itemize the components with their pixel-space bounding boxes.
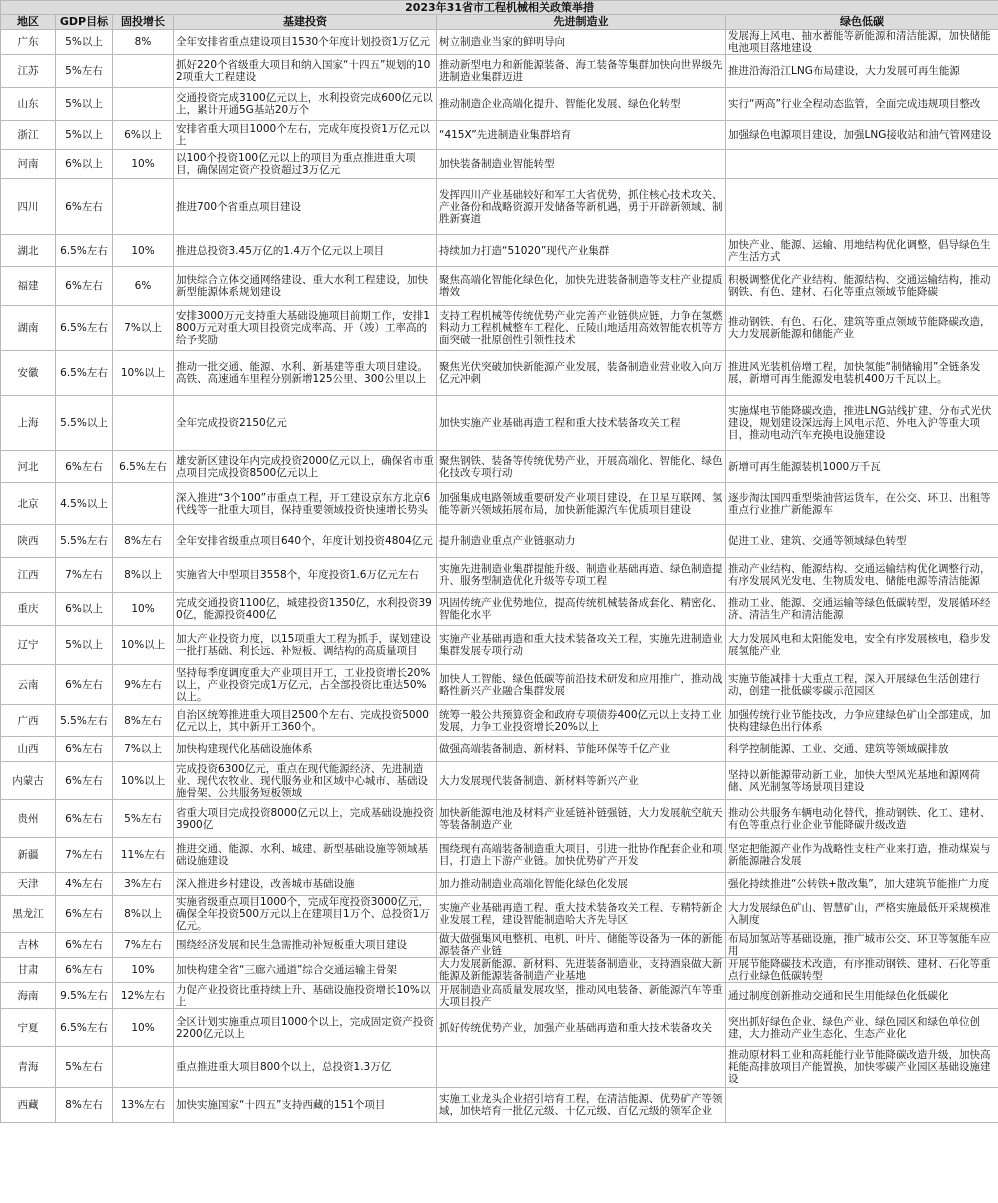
table-row bbox=[1, 396, 998, 451]
fixed-investment-cell: 6%以上 bbox=[113, 121, 174, 150]
table-row bbox=[1, 958, 998, 983]
infrastructure-cell: 围绕经济发展和民生急需推动补短板重大项目建设 bbox=[174, 933, 437, 958]
region-cell: 宁夏 bbox=[1, 1009, 56, 1047]
green-cell bbox=[726, 150, 998, 179]
region-cell: 湖南 bbox=[1, 306, 56, 351]
green-cell: 积极调整优化产业结构、能源结构、交通运输结构，推动钢铁、有色、建材、石化等重点领域节能降碳 bbox=[726, 267, 998, 306]
manufacturing-cell: 巩固传统产业优势地位，提高传统机械装备成套化、精密化、智能化水平 bbox=[437, 593, 726, 626]
gdp-target-cell: 8%左右 bbox=[56, 1088, 113, 1123]
infrastructure-cell: 加快构建现代化基础设施体系 bbox=[174, 737, 437, 762]
infrastructure-cell: 加快综合立体交通网络建设、重大水利工程建设，加快新型能源体系规划建设 bbox=[174, 267, 437, 306]
table-row bbox=[1, 451, 998, 483]
manufacturing-cell: 推动制造企业高端化提升、智能化发展、绿色化转型 bbox=[437, 88, 726, 121]
infrastructure-cell: 坚持每季度调度重大产业项目开工，工业投资增长20%以上，产业投资完成1万亿元，占全部投资比重达50%以上。 bbox=[174, 665, 437, 705]
gdp-target-cell: 6%左右 bbox=[56, 737, 113, 762]
region-cell: 上海 bbox=[1, 396, 56, 451]
manufacturing-cell: 加快新能源电池及材料产业延链补链强链，大力发展航空航天等装备制造产业 bbox=[437, 800, 726, 838]
manufacturing-cell: 加快装备制造业智能转型 bbox=[437, 150, 726, 179]
gdp-target-cell: 6%左右 bbox=[56, 179, 113, 235]
region-cell: 吉林 bbox=[1, 933, 56, 958]
infrastructure-cell: 力促产业投资比重持续上升、基础设施投资增长10%以上 bbox=[174, 983, 437, 1009]
fixed-investment-cell: 10%以上 bbox=[113, 351, 174, 396]
fixed-investment-cell bbox=[113, 396, 174, 451]
infrastructure-cell: 自治区统筹推进重大项目2500个左右、完成投资5000亿元以上，其中新开工360个。 bbox=[174, 705, 437, 737]
region-cell: 福建 bbox=[1, 267, 56, 306]
region-cell: 海南 bbox=[1, 983, 56, 1009]
region-cell: 陕西 bbox=[1, 525, 56, 558]
infrastructure-cell: 以100个投资100亿元以上的项目为重点推进重大项目，确保固定资产投资超过3万亿元 bbox=[174, 150, 437, 179]
gdp-target-cell: 6%左右 bbox=[56, 933, 113, 958]
gdp-target-cell: 6.5%左右 bbox=[56, 351, 113, 396]
green-cell: 加强传统行业节能技改，力争应建绿色矿山全部建成，加快构建绿色出行体系 bbox=[726, 705, 998, 737]
infrastructure-cell: 推动一批交通、能源、水利、新基建等重大项目建设。高铁、高速通车里程分别新增125公里、300公里以上 bbox=[174, 351, 437, 396]
table-row bbox=[1, 483, 998, 525]
manufacturing-cell: 聚焦高端化智能化绿色化，加快先进装备制造等支柱产业提质增效 bbox=[437, 267, 726, 306]
gdp-target-cell: 5%以上 bbox=[56, 88, 113, 121]
fixed-investment-cell: 11%左右 bbox=[113, 838, 174, 873]
gdp-target-cell: 6%左右 bbox=[56, 958, 113, 983]
region-cell: 山西 bbox=[1, 737, 56, 762]
green-cell: 推进沿海沿江LNG布局建设，大力发展可再生能源 bbox=[726, 55, 998, 88]
fixed-investment-cell: 13%左右 bbox=[113, 1088, 174, 1123]
gdp-target-cell: 5.5%左右 bbox=[56, 705, 113, 737]
gdp-target-cell: 5%以上 bbox=[56, 121, 113, 150]
manufacturing-cell: 加快实施产业基础再造工程和重大技术装备攻关工程 bbox=[437, 396, 726, 451]
table-row bbox=[1, 1047, 998, 1088]
infrastructure-cell: 雄安新区建设年内完成投资2000亿元以上，确保省市重点项目完成投资8500亿元以上 bbox=[174, 451, 437, 483]
infrastructure-cell: 交通投资完成3100亿元以上，水利投资完成600亿元以上，累计开通5G基站20万个 bbox=[174, 88, 437, 121]
manufacturing-cell: 抓好传统优势产业，加强产业基础再造和重大技术装备攻关 bbox=[437, 1009, 726, 1047]
table-row bbox=[1, 983, 998, 1009]
table-row bbox=[1, 267, 998, 306]
infrastructure-cell: 推进交通、能源、水利、城建、新型基础设施等领域基础设施建设 bbox=[174, 838, 437, 873]
fixed-investment-cell: 7%以上 bbox=[113, 306, 174, 351]
gdp-target-cell: 5.5%左右 bbox=[56, 525, 113, 558]
green-cell: 推动工业、能源、交通运输等绿色低碳转型，发展循环经济、清洁生产和清洁能源 bbox=[726, 593, 998, 626]
table-row bbox=[1, 351, 998, 396]
table-row bbox=[1, 525, 998, 558]
region-cell: 山东 bbox=[1, 88, 56, 121]
manufacturing-cell: 加快人工智能、绿色低碳等前沿技术研发和应用推广，推动战略性新兴产业融合集群发展 bbox=[437, 665, 726, 705]
region-cell: 重庆 bbox=[1, 593, 56, 626]
fixed-investment-cell bbox=[113, 55, 174, 88]
region-cell: 广东 bbox=[1, 30, 56, 55]
fixed-investment-cell: 10%以上 bbox=[113, 762, 174, 800]
green-cell: 推动钢铁、有色、石化、建筑等重点领域节能降碳改造，大力发展新能源和储能产业 bbox=[726, 306, 998, 351]
fixed-investment-cell: 5%左右 bbox=[113, 800, 174, 838]
table-row bbox=[1, 873, 998, 896]
manufacturing-cell: 做大做强集风电整机、电机、叶片、储能等设备为一体的新能源装备产业链 bbox=[437, 933, 726, 958]
infrastructure-cell: 安排3000万元支持重大基础设施项目前期工作，安排1800万元对重大项目投资完成率高、开（竣）工率高的给予奖励 bbox=[174, 306, 437, 351]
manufacturing-cell: 提升制造业重点产业链驱动力 bbox=[437, 525, 726, 558]
gdp-target-cell: 5%以上 bbox=[56, 626, 113, 665]
manufacturing-cell: 实施产业基础再造工程、重大技术装备攻关工程、专精特新企业发展工程，建设智能制造哈大齐先导区 bbox=[437, 896, 726, 933]
green-cell: 加强绿色电源项目建设，加强LNG接收站和油气管网建设 bbox=[726, 121, 998, 150]
fixed-investment-cell: 10% bbox=[113, 958, 174, 983]
infrastructure-cell: 省重大项目完成投资8000亿元以上，完成基础设施投资3900亿 bbox=[174, 800, 437, 838]
infrastructure-cell: 实施省级重点项目1000个，完成年度投资3000亿元，确保全年投资500万元以上在建项目1万个、总投资1万亿元。 bbox=[174, 896, 437, 933]
gdp-target-cell: 7%左右 bbox=[56, 558, 113, 593]
gdp-target-cell: 6%左右 bbox=[56, 800, 113, 838]
green-cell: 实行“两高”行业全程动态监管，全面完成违规项目整改 bbox=[726, 88, 998, 121]
infrastructure-cell: 加快实施国家“十四五”支持西藏的151个项目 bbox=[174, 1088, 437, 1123]
fixed-investment-cell: 8%以上 bbox=[113, 896, 174, 933]
table-row bbox=[1, 306, 998, 351]
manufacturing-cell: 发挥四川产业基础较好和军工大省优势，抓住核心技术攻关、产业备份和战略资源开发储备等新机遇，勇于开辟新领域、制胜新赛道 bbox=[437, 179, 726, 235]
green-cell: 坚定把能源产业作为战略性支柱产业来打造，推动煤炭与新能源融合发展 bbox=[726, 838, 998, 873]
region-cell: 新疆 bbox=[1, 838, 56, 873]
infrastructure-cell: 推进700个省重点项目建设 bbox=[174, 179, 437, 235]
infrastructure-cell: 推进总投资3.45万亿的1.4万个亿元以上项目 bbox=[174, 235, 437, 267]
region-cell: 浙江 bbox=[1, 121, 56, 150]
table-row bbox=[1, 838, 998, 873]
green-cell: 实施节能减排十大重点工程，深入开展绿色生活创建行动，创建一批低碳零碳示范园区 bbox=[726, 665, 998, 705]
gdp-target-cell: 9.5%左右 bbox=[56, 983, 113, 1009]
fixed-investment-cell: 10% bbox=[113, 593, 174, 626]
gdp-target-cell: 6%左右 bbox=[56, 267, 113, 306]
green-cell bbox=[726, 1088, 998, 1123]
green-cell: 推动原材料工业和高耗能行业节能降碳改造升级，加快高耗能高排放项目产能置换，加快零碳产业园区基础设施建设 bbox=[726, 1047, 998, 1088]
table-row bbox=[1, 800, 998, 838]
green-cell: 通过制度创新推动交通和民生用能绿色化低碳化 bbox=[726, 983, 998, 1009]
infrastructure-cell: 实施省大中型项目3558个，年度投资1.6万亿元左右 bbox=[174, 558, 437, 593]
region-cell: 江西 bbox=[1, 558, 56, 593]
green-cell bbox=[726, 179, 998, 235]
region-cell: 西藏 bbox=[1, 1088, 56, 1123]
manufacturing-cell: 聚焦光伏突破加快新能源产业发展，装备制造业营业收入向万亿元冲刺 bbox=[437, 351, 726, 396]
region-cell: 辽宁 bbox=[1, 626, 56, 665]
table-row bbox=[1, 235, 998, 267]
header-region: 地区 bbox=[1, 15, 56, 30]
table-row bbox=[1, 55, 998, 88]
region-cell: 内蒙古 bbox=[1, 762, 56, 800]
region-cell: 湖北 bbox=[1, 235, 56, 267]
gdp-target-cell: 6.5%左右 bbox=[56, 235, 113, 267]
gdp-target-cell: 6.5%左右 bbox=[56, 1009, 113, 1047]
gdp-target-cell: 6.5%左右 bbox=[56, 306, 113, 351]
gdp-target-cell: 4.5%以上 bbox=[56, 483, 113, 525]
region-cell: 甘肃 bbox=[1, 958, 56, 983]
table-row bbox=[1, 705, 998, 737]
fixed-investment-cell: 8%以上 bbox=[113, 558, 174, 593]
manufacturing-cell: 开展制造业高质量发展攻坚，推动风电装备、新能源汽车等重大项目投产 bbox=[437, 983, 726, 1009]
region-cell: 黑龙江 bbox=[1, 896, 56, 933]
gdp-target-cell: 6%左右 bbox=[56, 665, 113, 705]
manufacturing-cell: 做强高端装备制造、新材料、节能环保等千亿产业 bbox=[437, 737, 726, 762]
fixed-investment-cell: 12%左右 bbox=[113, 983, 174, 1009]
fixed-investment-cell bbox=[113, 1047, 174, 1088]
table-row bbox=[1, 30, 998, 55]
green-cell: 突出抓好绿色企业、绿色产业、绿色园区和绿色单位创建，大力推动产业生态化、生态产业化 bbox=[726, 1009, 998, 1047]
region-cell: 广西 bbox=[1, 705, 56, 737]
green-cell: 强化持续推进“公转铁+散改集”，加大建筑节能推广力度 bbox=[726, 873, 998, 896]
green-cell: 坚持以新能源带动新工业，加快大型风光基地和源网荷储、风光制氢等场景项目建设 bbox=[726, 762, 998, 800]
infrastructure-cell: 抓好220个省级重大项目和纳入国家“十四五”规划的102项重大工程建设 bbox=[174, 55, 437, 88]
green-cell: 发展海上风电、抽水蓄能等新能源和清洁能源，加快储能电池项目落地建设 bbox=[726, 30, 998, 55]
green-cell: 大力发展绿色矿山、智慧矿山，严格实施最低开采规模准入制度 bbox=[726, 896, 998, 933]
manufacturing-cell: 实施产业基础再造和重大技术装备攻关工程，实施先进制造业集群发展专项行动 bbox=[437, 626, 726, 665]
table-row bbox=[1, 1009, 998, 1047]
gdp-target-cell: 5%左右 bbox=[56, 55, 113, 88]
table-row bbox=[1, 593, 998, 626]
manufacturing-cell: 加力推动制造业高端化智能化绿色化发展 bbox=[437, 873, 726, 896]
manufacturing-cell: 聚焦钢铁、装备等传统优势产业，开展高端化、智能化、绿色化技改专项行动 bbox=[437, 451, 726, 483]
gdp-target-cell: 5.5%以上 bbox=[56, 396, 113, 451]
gdp-target-cell: 6%左右 bbox=[56, 896, 113, 933]
region-cell: 天津 bbox=[1, 873, 56, 896]
region-cell: 贵州 bbox=[1, 800, 56, 838]
region-cell: 河南 bbox=[1, 150, 56, 179]
fixed-investment-cell: 10% bbox=[113, 1009, 174, 1047]
green-cell: 逐步淘汰国四重型柴油营运货车，在公交、环卫、出租等重点行业推广新能源车 bbox=[726, 483, 998, 525]
gdp-target-cell: 7%左右 bbox=[56, 838, 113, 873]
fixed-investment-cell: 7%左右 bbox=[113, 933, 174, 958]
manufacturing-cell: 大力发展新能源、新材料、先进装备制造业，支持酒泉做大新能源及新能源装备制造产业基地 bbox=[437, 958, 726, 983]
table-title: 2023年31省市工程机械相关政策举措 bbox=[1, 1, 998, 15]
table-row bbox=[1, 762, 998, 800]
manufacturing-cell bbox=[437, 1047, 726, 1088]
infrastructure-cell: 全区计划实施重点项目1000个以上，完成固定资产投资2200亿元以上 bbox=[174, 1009, 437, 1047]
region-cell: 青海 bbox=[1, 1047, 56, 1088]
green-cell: 大力发展风电和太阳能发电，安全有序发展核电，稳步发展氢能产业 bbox=[726, 626, 998, 665]
manufacturing-cell: 统筹一般公共预算资金和政府专项债券400亿元以上支持工业发展，力争工业投资增长20%以上 bbox=[437, 705, 726, 737]
green-cell: 实施煤电节能降碳改造，推进LNG站线扩建、分布式光伏建设，规划建设深远海上风电示范、外电入沪等重大项目，推动电动汽车充换电设施建设 bbox=[726, 396, 998, 451]
region-cell: 四川 bbox=[1, 179, 56, 235]
table-row bbox=[1, 626, 998, 665]
green-cell: 推进风光装机倍增工程，加快氢能“制储输用”全链条发展，新增可再生能源发电装机400万千瓦以上。 bbox=[726, 351, 998, 396]
table-row bbox=[1, 933, 998, 958]
manufacturing-cell: 大力发展现代装备制造、新材料等新兴产业 bbox=[437, 762, 726, 800]
manufacturing-cell: “415X”先进制造业集群培育 bbox=[437, 121, 726, 150]
green-cell: 开展节能降碳技术改造，有序推动钢铁、建材、石化等重点行业绿色低碳转型 bbox=[726, 958, 998, 983]
fixed-investment-cell: 7%以上 bbox=[113, 737, 174, 762]
manufacturing-cell: 加强集成电路领域重要研发产业项目建设，在卫星互联网、氢能等新兴领域拓展布局，加快新能源汽车优质项目建设 bbox=[437, 483, 726, 525]
fixed-investment-cell: 8% bbox=[113, 30, 174, 55]
gdp-target-cell: 4%左右 bbox=[56, 873, 113, 896]
region-cell: 云南 bbox=[1, 665, 56, 705]
fixed-investment-cell: 6.5%左右 bbox=[113, 451, 174, 483]
manufacturing-cell: 支持工程机械等传统优势产业完善产业链供应链，力争在氢燃料动力工程机械整车工程化、丘陵山地适用高效智能农机等方面突破一批原创性引领性技术 bbox=[437, 306, 726, 351]
table-row bbox=[1, 737, 998, 762]
infrastructure-cell: 完成投资6300亿元，重点在现代能源经济、先进制造业、现代农牧业、现代服务业和区域中心城市、基础设施骨架、公共服务短板领域 bbox=[174, 762, 437, 800]
header-gdp: GDP目标 bbox=[56, 15, 113, 30]
fixed-investment-cell: 3%左右 bbox=[113, 873, 174, 896]
gdp-target-cell: 6%以上 bbox=[56, 593, 113, 626]
fixed-investment-cell bbox=[113, 179, 174, 235]
table-row bbox=[1, 896, 998, 933]
infrastructure-cell: 安排省重大项目1000个左右，完成年度投资1万亿元以上 bbox=[174, 121, 437, 150]
table-row bbox=[1, 558, 998, 593]
gdp-target-cell: 6%左右 bbox=[56, 451, 113, 483]
region-cell: 安徽 bbox=[1, 351, 56, 396]
table-row bbox=[1, 179, 998, 235]
green-cell: 推动公共服务车辆电动化替代，推动钢铁、化工、建材、有色等重点行业企业节能降碳升级改造 bbox=[726, 800, 998, 838]
fixed-investment-cell: 9%左右 bbox=[113, 665, 174, 705]
gdp-target-cell: 5%左右 bbox=[56, 1047, 113, 1088]
table-row bbox=[1, 150, 998, 179]
fixed-investment-cell: 8%左右 bbox=[113, 705, 174, 737]
table-row bbox=[1, 121, 998, 150]
table-row bbox=[1, 1088, 998, 1123]
infrastructure-cell: 全年安排省重点建设项目1530个年度计划投资1万亿元 bbox=[174, 30, 437, 55]
gdp-target-cell: 5%以上 bbox=[56, 30, 113, 55]
manufacturing-cell: 实施先进制造业集群提能升级、制造业基础再造、绿色制造提升、服务型制造优化升级等专项工程 bbox=[437, 558, 726, 593]
green-cell: 布局加氢站等基础设施，推广城市公交、环卫等氢能车应用 bbox=[726, 933, 998, 958]
fixed-investment-cell bbox=[113, 483, 174, 525]
manufacturing-cell: 实施工业龙头企业招引培育工程，在清洁能源、优势矿产等领域，加快培育一批亿元级、十亿元级、百亿元级的领军企业 bbox=[437, 1088, 726, 1123]
manufacturing-cell: 围绕现有高端装备制造重大项目，引进一批协作配套企业和项目，打造上下游产业链。加快优势矿产开发 bbox=[437, 838, 726, 873]
infrastructure-cell: 重点推进重大项目800个以上，总投资1.3万亿 bbox=[174, 1047, 437, 1088]
manufacturing-cell: 树立制造业当家的鲜明导向 bbox=[437, 30, 726, 55]
header-infrastructure: 基建投资 bbox=[174, 15, 437, 30]
infrastructure-cell: 全年完成投资2150亿元 bbox=[174, 396, 437, 451]
green-cell: 促进工业、建筑、交通等领域绿色转型 bbox=[726, 525, 998, 558]
manufacturing-cell: 持续加力打造“51020”现代产业集群 bbox=[437, 235, 726, 267]
fixed-investment-cell bbox=[113, 88, 174, 121]
fixed-investment-cell: 6% bbox=[113, 267, 174, 306]
table-row bbox=[1, 88, 998, 121]
infrastructure-cell: 全年安排省级重点项目640个，年度计划投资4804亿元 bbox=[174, 525, 437, 558]
table-body bbox=[1, 30, 998, 1123]
infrastructure-cell: 深入推进“3个100”市重点工程，开工建设京东方北京6代线等一批重大项目，保持重要领域投资快速增长势头 bbox=[174, 483, 437, 525]
fixed-investment-cell: 10%以上 bbox=[113, 626, 174, 665]
header-manufacturing: 先进制造业 bbox=[437, 15, 726, 30]
green-cell: 新增可再生能源装机1000万千瓦 bbox=[726, 451, 998, 483]
region-cell: 江苏 bbox=[1, 55, 56, 88]
header-green: 绿色低碳 bbox=[726, 15, 998, 30]
infrastructure-cell: 加大产业投资力度，以15项重大工程为抓手，谋划建设一批打基础、利长远、补短板、调结构的高质量项目 bbox=[174, 626, 437, 665]
gdp-target-cell: 6%左右 bbox=[56, 762, 113, 800]
infrastructure-cell: 加快构建全省“三廊六通道”综合交通运输主骨架 bbox=[174, 958, 437, 983]
header-fixed-investment: 固投增长 bbox=[113, 15, 174, 30]
table-row bbox=[1, 665, 998, 705]
green-cell: 科学控制能源、工业、交通、建筑等领域碳排放 bbox=[726, 737, 998, 762]
region-cell: 河北 bbox=[1, 451, 56, 483]
gdp-target-cell: 6%以上 bbox=[56, 150, 113, 179]
infrastructure-cell: 深入推进乡村建设，改善城市基础设施 bbox=[174, 873, 437, 896]
green-cell: 推动产业结构、能源结构、交通运输结构优化调整行动，有序发展风光发电、生物质发电、储能电源等清洁能源 bbox=[726, 558, 998, 593]
region-cell: 北京 bbox=[1, 483, 56, 525]
manufacturing-cell: 推动新型电力和新能源装备、海工装备等集群加快向世界级先进制造业集群迈进 bbox=[437, 55, 726, 88]
fixed-investment-cell: 10% bbox=[113, 150, 174, 179]
fixed-investment-cell: 8%左右 bbox=[113, 525, 174, 558]
infrastructure-cell: 完成交通投资1100亿，城建投资1350亿，水利投资390亿，能源投资400亿 bbox=[174, 593, 437, 626]
fixed-investment-cell: 10% bbox=[113, 235, 174, 267]
green-cell: 加快产业、能源、运输、用地结构优化调整，倡导绿色生产生活方式 bbox=[726, 235, 998, 267]
